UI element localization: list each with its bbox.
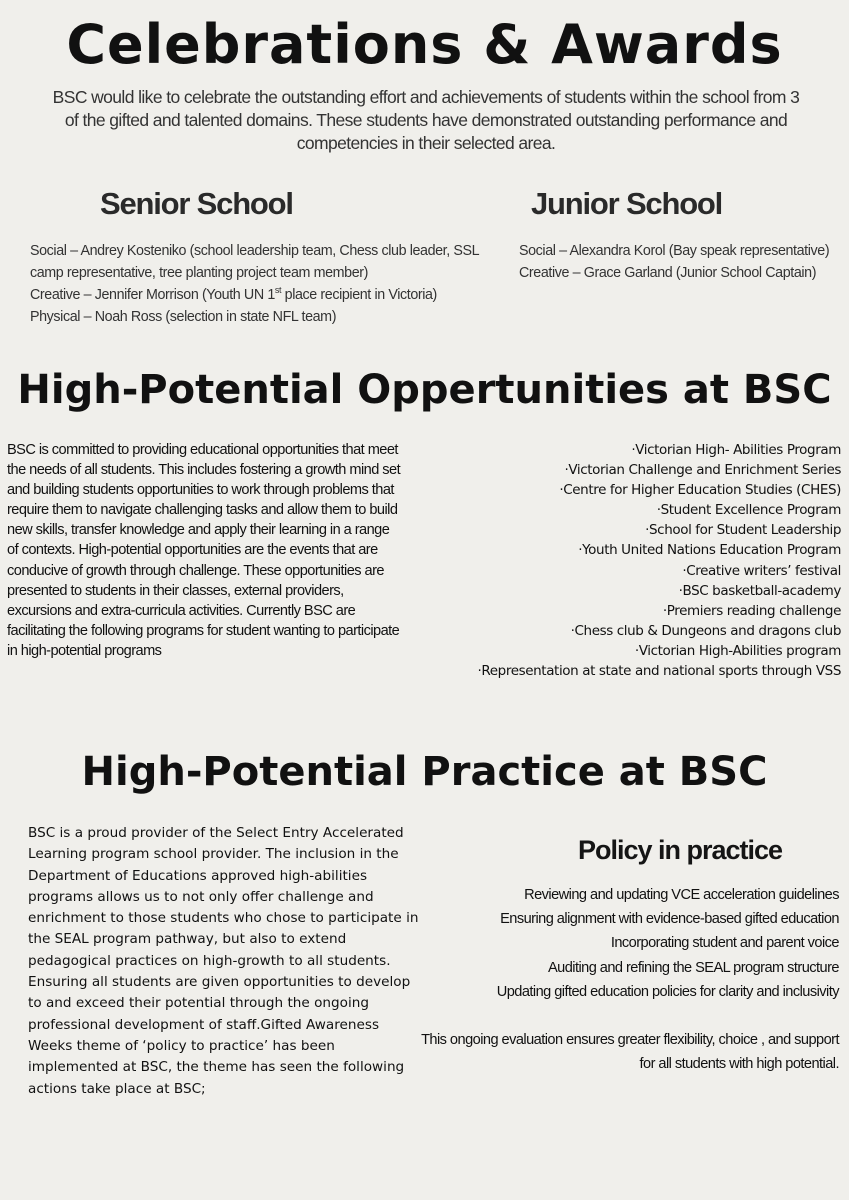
policy-item: Incorporating student and parent voice: [610, 935, 839, 952]
practice-paragraph: BSC is a proud provider of the Select Entry Accelerated Learning program school provider. The inclusion in the Department of Educations approved high-abilities programs allows us to not only offer challenge and enrichment to those students who chose to participate in the SEAL program pathway, but also to extend pedagogical practices on high-growth to all students. Ensuring all students are given opportunities to develop to and exceed their potential through the ongoing professional development of staff.Gifted Awareness Weeks theme of ‘policy to practice’ has been implemented at BSC, the theme has seen the following actions take place at BSC;: [28, 825, 419, 1097]
program-item: ·School for Student Leadership: [645, 522, 841, 539]
opportunities-paragraph: BSC is committed to providing educational opportunities that meet the needs of all students. This includes fostering a growth mind set and building students opportunities to work through problems that require them to navigate challenging tasks and allow them to build new skills, transfer knowledge and apply their learning in a range of contexts. High-potential opportunities are the events that are conducive of growth through challenge. These opportunities are presented to students in their classes, external providers, excursions and extra-curricula activities. Currently BSC are facilitating the following programs for student wanting to participate in high-potential programs: [7, 442, 401, 659]
page-title: Celebrations & Awards: [66, 13, 783, 76]
program-item: ·Victorian Challenge and Enrichment Series: [564, 462, 841, 479]
senior-school-awards-list: [30, 240, 500, 328]
policy-item: Updating gifted education policies for clarity and inclusivity: [496, 983, 839, 1000]
intro-paragraph: BSC would like to celebrate the outstanding effort and achievements of students within the school from 3 of the gifted and talented domains. These students have demonstrated outstanding performance and competencies in their selected area.: [52, 87, 800, 153]
program-item: ·Victorian High-Abilities program: [634, 642, 841, 659]
policy-actions-list: [419, 883, 839, 1004]
program-item: ·Creative writers’ festival: [682, 562, 841, 579]
program-item: ·BSC basketball-academy: [678, 582, 841, 599]
award-item-social: Social – Andrey Kosteniko (school leadership team, Chess club leader, SSL camp representative, tree planting project team member): [30, 243, 479, 281]
program-item: ·Centre for Higher Education Studies (CHES): [559, 482, 841, 499]
policy-item: Auditing and refining the SEAL program structure: [547, 959, 839, 976]
award-creative-text-end: place recipient in Victoria): [281, 287, 437, 303]
program-item: ·Student Excellence Program: [656, 502, 841, 519]
program-item: ·Premiers reading challenge: [662, 602, 841, 619]
policy-heading: Policy in practice: [577, 835, 783, 865]
award-creative-text: Creative – Jennifer Morrison (Youth UN 1: [30, 287, 275, 303]
junior-school-awards-list: [519, 240, 849, 284]
policy-conclusion: This ongoing evaluation ensures greater flexibility, choice , and support for all students with high potential.: [421, 1032, 839, 1072]
program-item: ·Victorian High- Abilities Program: [631, 442, 841, 458]
policy-item: Reviewing and updating VCE acceleration guidelines: [524, 887, 839, 903]
programs-list: [401, 440, 841, 681]
award-item-social: Social – Alexandra Korol (Bay speak representative): [519, 243, 830, 259]
award-item-creative: [30, 284, 500, 306]
award-item-creative: Creative – Grace Garland (Junior School Captain): [519, 265, 817, 281]
practice-heading: High-Potential Practice at BSC: [81, 749, 768, 795]
ordinal-suffix: st: [274, 285, 282, 296]
program-item: ·Youth United Nations Education Program: [578, 542, 841, 559]
award-item-physical: Physical – Noah Ross (selection in state NFL team): [30, 309, 337, 325]
program-item: ·Chess club & Dungeons and dragons club: [570, 622, 841, 639]
junior-school-heading: Junior School: [531, 186, 723, 221]
program-item: ·Representation at state and national sports through VSS: [477, 663, 841, 680]
policy-item: Ensuring alignment with evidence-based gifted education: [500, 911, 839, 928]
senior-school-heading: Senior School: [100, 186, 293, 221]
opportunities-heading: High-Potential Oppertunities at BSC: [17, 367, 832, 413]
